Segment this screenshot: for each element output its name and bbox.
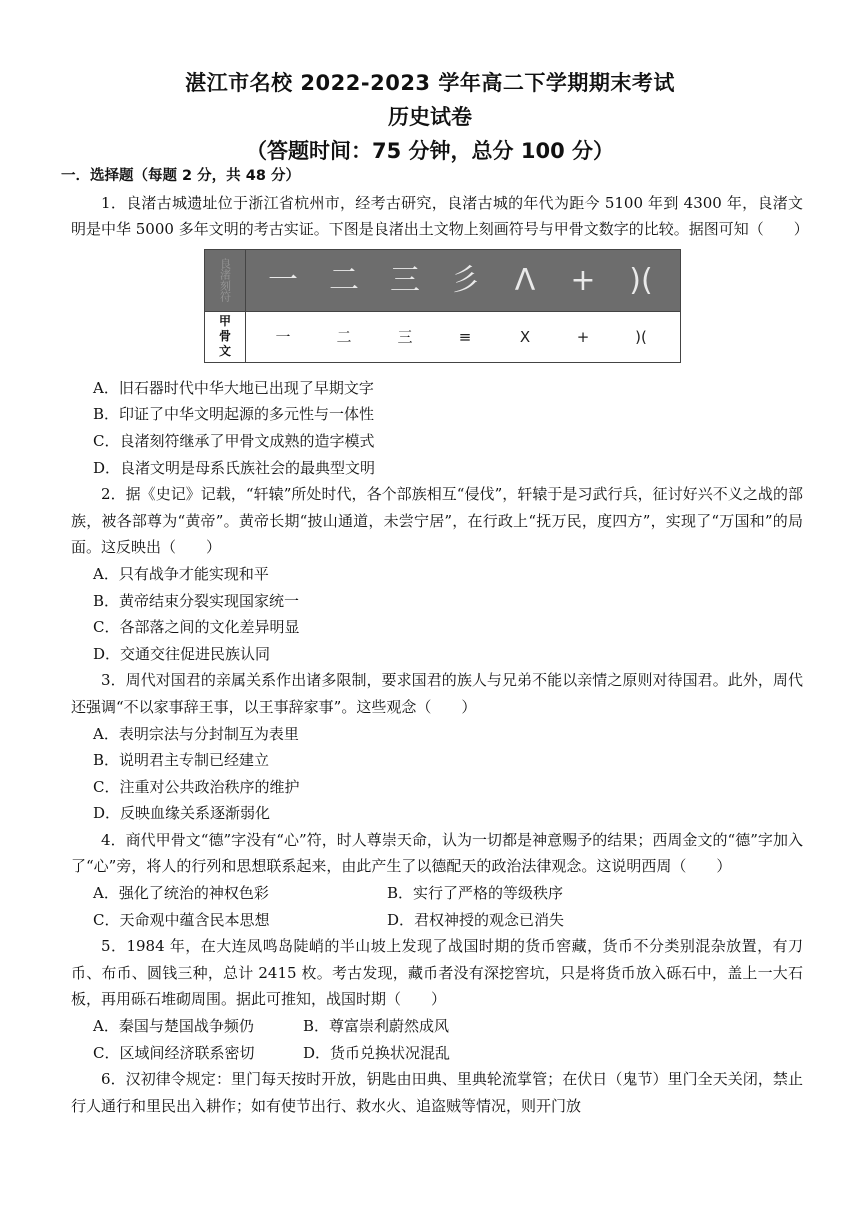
option-d: D．交通交往促进民族认同 xyxy=(93,644,271,663)
option-c: C．区域间经济联系密切 xyxy=(93,1043,255,1062)
liangzhu-label: 良渚刻符 xyxy=(205,250,246,311)
oracle-bone-label xyxy=(205,312,246,362)
option-row xyxy=(93,1040,803,1067)
question-4 xyxy=(63,827,803,933)
exam-info: （答题时间：75 分钟，总分 100 分） xyxy=(246,139,614,163)
option-a: A．只有战争才能实现和平 xyxy=(93,564,269,583)
option-c: C．各部落之间的文化差异明显 xyxy=(93,618,300,637)
question-stem: 2．据《史记》记载，“轩辕”所处时代，各个部族相互“侵伐”，轩辕于是习武行兵，征讨好兴不义之战的部族，被各部尊为“黄帝”。黄帝长期“披山通道，未尝宁居”，在行政上“抚万民，度四方”，实现了“万国和”的局面。这反映出（ ） xyxy=(71,485,803,557)
question-1 xyxy=(63,190,809,482)
option-b: B．印证了中华文明起源的多元性与一体性 xyxy=(93,405,375,424)
oracle-bone-row xyxy=(205,312,680,362)
label-char: 甲 xyxy=(218,314,231,329)
option-d: D．良渚文明是母系氏族社会的最典型文明 xyxy=(93,458,376,477)
question-5 xyxy=(63,933,803,1066)
option-b: B．黄帝结束分裂实现国家统一 xyxy=(93,591,300,610)
liangzhu-symbol: + xyxy=(570,262,596,298)
oracle-bone-glyph: Ⅹ xyxy=(519,327,531,346)
option-d: D．反映血缘关系逐渐弱化 xyxy=(93,804,271,823)
option-a: A．秦国与楚国战争频仍 xyxy=(93,1017,254,1036)
liangzhu-symbol: )( xyxy=(629,262,653,298)
liangzhu-symbol: 彡 xyxy=(450,262,480,298)
option-a: A．表明宗法与分封制互为表里 xyxy=(93,724,299,743)
liangzhu-symbol: 二 xyxy=(329,262,359,298)
option-b: B．说明君主专制已经建立 xyxy=(93,751,270,770)
question-stem: 3．周代对国君的亲属关系作出诸多限制，要求国君的族人与兄弟不能以亲情之原则对待国君。此外，周代还强调“不以家事辞王事，以王事辞家事”。这些观念（ ） xyxy=(71,671,803,716)
liangzhu-symbol: ᐱ xyxy=(514,262,536,298)
oracle-bone-glyph: )( xyxy=(635,327,647,346)
option-c: C．注重对公共政治秩序的维护 xyxy=(93,777,300,796)
option-b: B．实行了严格的等级秩序 xyxy=(387,884,564,903)
exam-title: 湛江市名校 2022-2023 学年高二下学期期末考试 xyxy=(185,71,675,95)
liangzhu-symbol: 一 xyxy=(268,262,298,298)
oracle-bone-glyph: 二 xyxy=(336,327,352,346)
option-d: D．货币兑换状况混乱 xyxy=(303,1043,451,1062)
oracle-bone-glyph: 三 xyxy=(397,327,413,346)
section-heading: 一．选择题（每题 2 分，共 48 分） xyxy=(61,168,300,184)
exam-content xyxy=(61,163,809,1119)
question-stem: 6．汉初律令规定：里门每天按时开放，钥匙由田典、里典轮流掌管；在伏日（鬼节）里门全天关闭，禁止行人通行和里民出入耕作；如有使节出行、救水火、追盗贼等情况，则开门放 xyxy=(71,1070,803,1115)
label-char: 骨 xyxy=(218,329,231,344)
question-stem: 4．商代甲骨文“德”字没有“心”符，时人尊崇天命，认为一切都是神意赐予的结果；西周金文的“德”字加入了“心”旁，将人的行列和思想联系起来，由此产生了以德配天的政治法律观念。这说明西周（ ） xyxy=(71,830,803,876)
liangzhu-symbols-row xyxy=(205,250,680,312)
oracle-bone-glyph: ≡ xyxy=(458,327,472,346)
option-b: B．尊富崇利蔚然成风 xyxy=(303,1017,450,1036)
exam-header xyxy=(0,66,860,168)
symbol-comparison-figure xyxy=(204,249,681,363)
option-a: A．强化了统治的神权色彩 xyxy=(93,884,269,903)
option-d: D．君权神授的观念已消失 xyxy=(387,910,565,929)
question-stem: 1．良渚古城遗址位于浙江省杭州市，经考古研究，良渚古城的年代为距今 5100 年到 4300 年，良渚文明是中华 5000 多年文明的考古实证。下图是良渚出土文物上刻画符号与甲骨文数字的比较。据图可知（ ） xyxy=(71,193,809,239)
exam-subject: 历史试卷 xyxy=(388,105,472,129)
option-row xyxy=(93,907,803,934)
question-2 xyxy=(63,481,803,667)
liangzhu-symbol: 三 xyxy=(390,262,420,298)
option-row xyxy=(93,1013,803,1040)
question-3 xyxy=(63,667,803,827)
label-char: 文 xyxy=(218,344,231,359)
oracle-bone-glyph: 一 xyxy=(275,327,291,346)
option-c: C．良渚刻符继承了甲骨文成熟的造字模式 xyxy=(93,431,375,450)
question-6 xyxy=(63,1066,803,1119)
option-a: A．旧石器时代中华大地已出现了早期文字 xyxy=(93,378,374,397)
oracle-bone-glyph: + xyxy=(576,327,590,346)
option-row xyxy=(93,880,803,907)
option-c: C．天命观中蕴含民本思想 xyxy=(93,910,270,929)
question-stem: 5．1984 年，在大连凤鸣岛陡峭的半山坡上发现了战国时期的货币窖藏，货币不分类别混杂放置，有刀币、布币、圆钱三种，总计 2415 枚。考古发现，藏币者没有深挖窖坑，只是将货币放入砾石中，盖上一大石板，再用砾石堆砌周围。据此可推知，战国时期（ ） xyxy=(71,937,803,1009)
